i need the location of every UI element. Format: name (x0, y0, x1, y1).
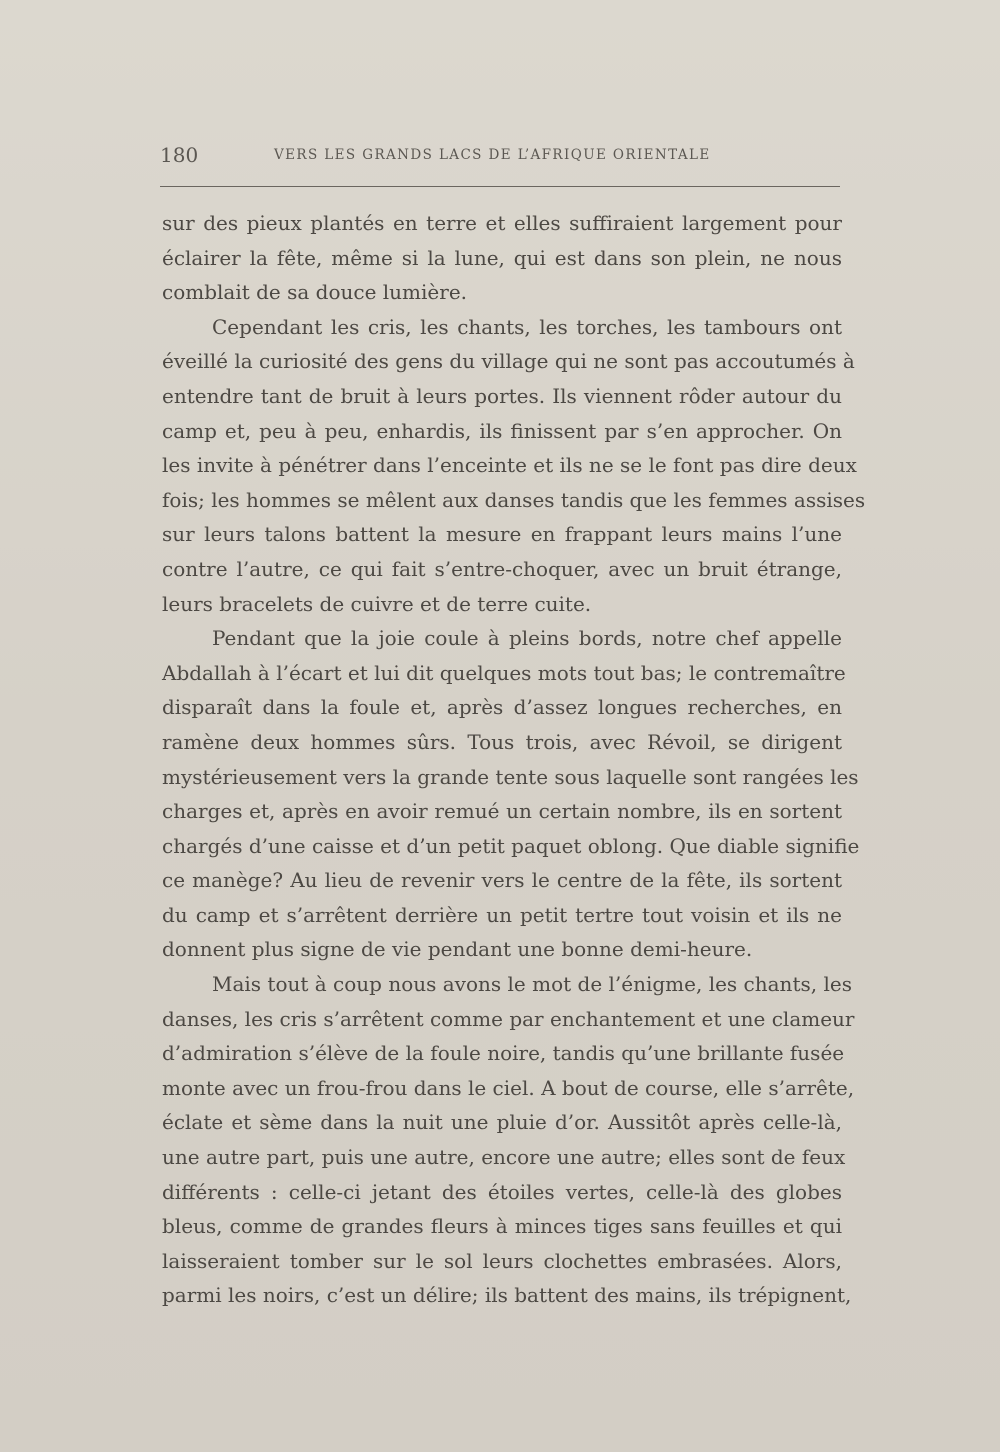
text-line: charges et, après en avoir remué un certain nombre, ils en sortent (162, 799, 842, 824)
text-line: Cependant les cris, les chants, les torches, les tambours ont (212, 314, 842, 339)
text-line: leurs bracelets de cuivre et de terre cuite. (162, 591, 592, 616)
text-line: chargés d’une caisse et d’un petit paquet oblong. Que diable signifie (162, 833, 860, 858)
text-line: mystérieusement vers la grande tente sous laquelle sont rangées les (162, 764, 859, 789)
text-line: sur des pieux plantés en terre et elles suffiraient largement pour (162, 211, 842, 235)
text-line: ramène deux hommes sûrs. Tous trois, avec Révoil, se dirigent (162, 729, 842, 754)
text-line: donnent plus signe de vie pendant une bonne demi-heure. (162, 937, 753, 962)
text-line: laisseraient tomber sur le sol leurs clochettes embrasées. Alors, (162, 1248, 842, 1273)
text-line: éclate et sème dans la nuit une pluie d’or. Aussitôt après celle-là, (162, 1110, 842, 1135)
text-line: parmi les noirs, c’est un délire; ils battent des mains, ils trépignent, (162, 1283, 852, 1308)
text-line: comblait de sa douce lumière. (162, 280, 468, 305)
text-line: d’admiration s’élève de la foule noire, tandis qu’une brillante fusée (162, 1041, 845, 1066)
text-line: ce manège? Au lieu de revenir vers le centre de la fête, ils sortent (162, 868, 842, 893)
page-number: 180 (160, 143, 199, 167)
text-line: danses, les cris s’arrêtent comme par enchantement et une clameur (162, 1006, 855, 1031)
text-line: différents : celle-ci jetant des étoiles vertes, celle-là des globes (162, 1179, 842, 1204)
text-line: monte avec un frou-frou dans le ciel. A bout de course, elle s’arrête, (162, 1075, 855, 1100)
body-text (162, 206, 866, 1313)
text-line: éclairer la fête, même si la lune, qui est dans son plein, ne nous (162, 245, 842, 270)
text-line: contre l’autre, ce qui fait s’entre-choquer, avec un bruit étrange, (162, 556, 842, 581)
text-line: éveillé la curiosité des gens du village qui ne sont pas accoutumés à (162, 349, 855, 374)
text-line: entendre tant de bruit à leurs portes. Ils viennent rôder autour du (162, 383, 842, 408)
text-line: Abdallah à l’écart et lui dit quelques mots tout bas; le contremaître (162, 660, 846, 685)
text-line: disparaît dans la foule et, après d’assez longues recherches, en (162, 695, 842, 720)
text-line: bleus, comme de grandes fleurs à minces tiges sans feuilles et qui (162, 1214, 842, 1239)
text-line: du camp et s’arrêtent derrière un petit tertre tout voisin et ils ne (162, 902, 842, 927)
text-line: fois; les hommes se mêlent aux danses tandis que les femmes assises (162, 487, 866, 512)
page-header (160, 143, 840, 173)
text-line: Mais tout à coup nous avons le mot de l’énigme, les chants, les (212, 972, 852, 997)
running-title: VERS LES GRANDS LACS DE L’AFRIQUE ORIENTALE (274, 147, 711, 163)
header-rule (160, 186, 840, 187)
text-line: les invite à pénétrer dans l’enceinte et ils ne se le font pas dire deux (162, 453, 857, 478)
text-line: une autre part, puis une autre, encore une autre; elles sont de feux (162, 1145, 846, 1170)
text-line: camp et, peu à peu, enhardis, ils finissent par s’en approcher. On (162, 418, 842, 443)
text-line: sur leurs talons battent la mesure en frappant leurs mains l’une (162, 522, 842, 547)
text-line: Pendant que la joie coule à pleins bords, notre chef appelle (212, 626, 842, 651)
